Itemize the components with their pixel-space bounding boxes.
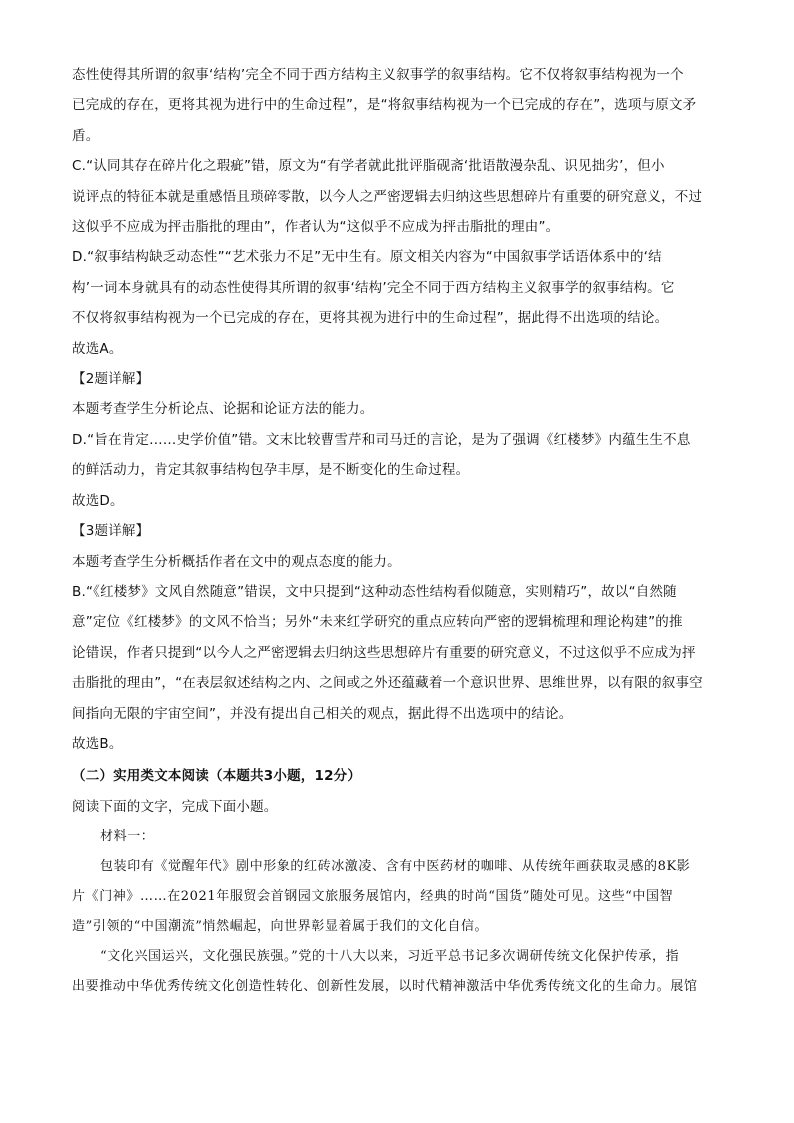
text-line: 论错误，作者只提到“以今人之严密逻辑去归纳这些思想碎片有重要的研究意义，不过这似乎不应成为抨 [72,644,696,661]
text-line: 击脂批的理由”，“在表层叙述结构之内、之间或之外还蕴藏着一个意识世界、思维世界，以有限的叙事空 [72,675,703,692]
text-line: 说评点的特征本就是重感悟且琐碎零散，以今人之严密逻辑去归纳这些思想碎片有重要的研究意义，不过 [72,188,703,205]
instruction-line: 阅读下面的文字，完成下面小题。 [72,798,278,815]
answer-line: 故选A。 [72,340,123,357]
answer-line: 故选D。 [72,492,124,509]
text-line: 盾。 [72,127,100,144]
text-line: C.“认同其存在碎片化之瑕疵”错，原文为“有学者就此批评脂砚斋‘批语散漫杂乱、识见拙劣’，但小 [72,158,665,175]
text-line: 本题考查学生分析概括作者在文中的观点态度的能力。 [72,553,401,570]
text-line: 已完成的存在，更将其视为进行中的生命过程”，是“将叙事结构视为一个已完成的存在”，选项与原文矛 [72,97,697,114]
text-line: B.“《红楼梦》文风自然随意”错误，文中只提到“这种动态性结构看似随意，实则精巧”，故以“自然随 [72,583,677,600]
answer-line: 故选B。 [72,735,123,752]
material-label: 材料一： [100,829,155,845]
material-line: “文化兴国运兴，文化强民族强。”党的十八大以来，习近平总书记多次调研传统文化保护传承，指 [100,949,680,965]
text-line: D.“旨在肯定……史学价值”错。文末比较曹雪芹和司马迁的言论，是为了强调《红楼梦》内蕴生生不息 [72,431,691,448]
material-line: 出要推动中华优秀传统文化创造性转化、创新性发展，以时代精神激活中华优秀传统文化的生命力。展馆 [72,979,698,995]
text-line: 本题考查学生分析论点、论据和论证方法的能力。 [72,401,374,418]
text-line: 间指向无限的宇宙空间”，并没有提出自己相关的观点，据此得不出选项中的结论。 [72,705,573,722]
question-2-heading: 【2题详解】 [72,371,150,388]
section-title: （二）实用类文本阅读（本题共3小题，12分） [72,768,362,785]
text-line: 的鲜活动力，肯定其叙事结构包孕丰厚，是不断变化的生命过程。 [72,462,470,479]
question-3-heading: 【3题详解】 [72,523,150,540]
text-line: 不仅将叙事结构视为一个已完成的存在，更将其视为进行中的生命过程”，据此得不出选项的结论。 [72,310,669,327]
document-body [72,60,722,1002]
text-line: D.“叙事结构缺乏动态性”“艺术张力不足”无中生有。原文相关内容为“中国叙事学话语体系中的‘结 [72,249,662,266]
text-line: 态性使得其所谓的叙事‘结构’完全不同于西方结构主义叙事学的叙事结构。它不仅将叙事结构视为一个 [72,67,684,83]
material-line: 包装印有《觉醒年代》剧中形象的红砖冰激凌、含有中医药材的咖啡、从传统年画获取灵感的8K影 [100,859,691,875]
material-line: 造”引领的“中国潮流”悄然崛起，向世界彰显着属于我们的文化自信。 [72,919,489,935]
text-line: 意”定位《红楼梦》的文风不恰当；另外“未来红学研究的重点应转向严密的逻辑梳理和理论构建”的推 [72,614,683,631]
text-line: 这似乎不应成为抨击脂批的理由”，作者认为“这似乎不应成为抨击脂批的理由”。 [72,219,560,236]
text-line: 构’一词本身就具有的动态性使得其所谓的叙事‘结构’完全不同于西方结构主义叙事学的叙事结构。它 [72,279,675,296]
material-line: 片《门神》……在2021年服贸会首钢园文旅服务展馆内，经典的时尚“国货”随处可见。这些“中国智 [72,889,674,905]
